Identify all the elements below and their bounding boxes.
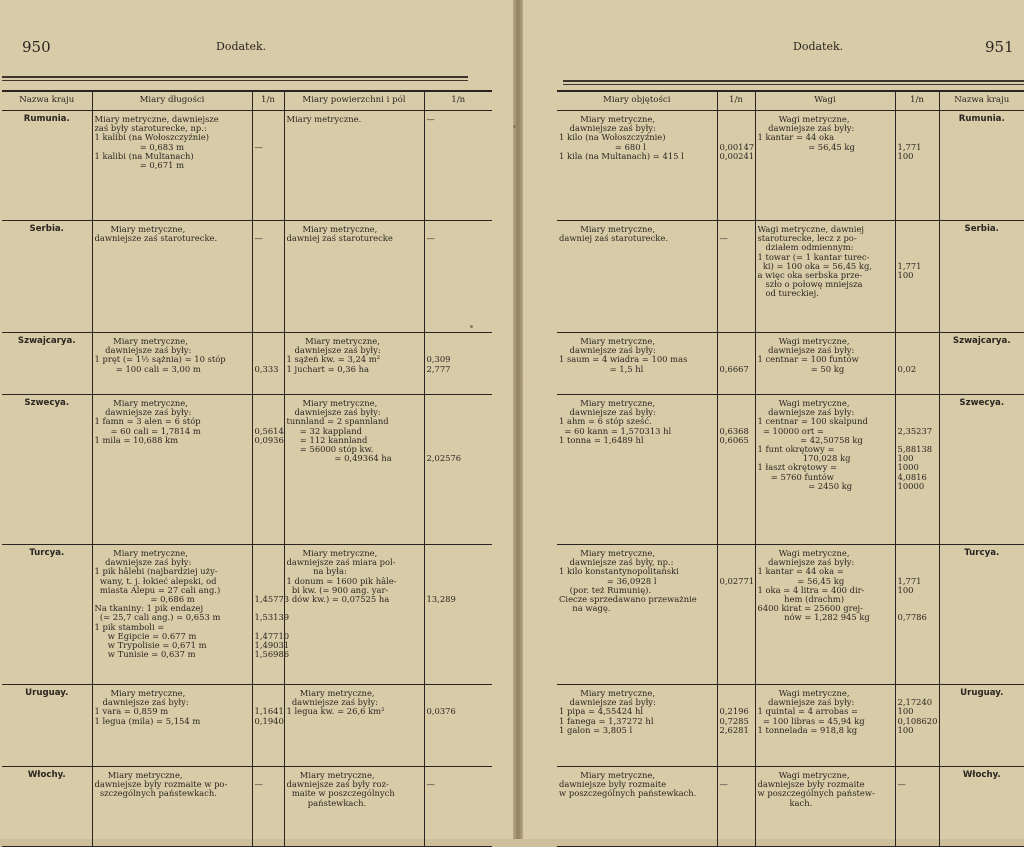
country-name: Serbia. [939,221,1024,333]
weight-ratio: 1,771 100 [895,111,939,221]
weight-ratio: 1,771 100 0,7786 [895,545,939,685]
length-measure: Miary metryczne, dawniejsze zaś były: 1 pik hâlebi (najbardziej uży- wany, t. j. łokieć alepski, od miasta Alepu = 27 cali ang.) = 0,686 m Na tkaniny: 1 pik endazej (= 25,7 cali ang.) = 0,653 m 1 pik stamboli = w Egipcie = 0.677 m w Trypolisie = 0,671 m w Tunisie = 0,637 m [92,545,252,685]
weight-ratio: — [895,767,939,847]
length-ratio: — [252,767,284,847]
country-name: Turcya. [939,545,1024,685]
weight-measure: Wagi metryczne, dawniejsze zaś były: 1 centnar = 100 skalpund = 10000 ort = = 42,50758 kg 1 funt okrętowy = 170,028 kg 1 łaszt okrętowy = = 5760 funtów = 2450 kg [755,395,895,545]
country-name: Włochy. [2,767,92,847]
volume-measure: Miary metryczne, dawniejsze zaś były: 1 saum = 4 wiadra = 100 mas = 1,5 hl [557,333,717,395]
table-row [2,685,492,767]
volume-ratio: 0,00147 0,00241 [717,111,755,221]
table-row [2,767,492,847]
header-area: Miary powierzchni i pól [284,91,424,111]
length-ratio: 1,1641 0,1940 [252,685,284,767]
volume-measure: Miary metryczne, dawniejsze zaś były: 1 ahm = 6 stóp sześć. = 60 kann = 1,570313 hl 1 tonna = 1,6489 hl [557,395,717,545]
left-page-number: 950 [22,38,51,56]
length-measure: Miary metryczne, dawniejsze zaś staroturecke. [92,221,252,333]
country-name: Szwecya. [2,395,92,545]
volume-ratio: 0,2196 0,7285 2,6281 [717,685,755,767]
area-ratio: — [424,111,492,221]
table-row [557,111,1024,221]
right-measures-table [557,90,1024,847]
country-name: Włochy. [939,767,1024,847]
area-measure: Miary metryczne, dawniejsze zaś były: 1 sążeń kw. = 3,24 m² 1 juchart = 0,36 ha [284,333,424,395]
volume-measure: Miary metryczne, dawniejsze zaś były: 1 kilo (na Wołoszczyźnie) = 680 l 1 kila (na Multanach) = 415 l [557,111,717,221]
table-row [2,395,492,545]
area-measure: Miary metryczne, dawniejsze zaś miara pol- na była: 1 donum = 1600 pik hâle- bi kw. (= 900 ang. yar- dów kw.) = 0,07525 ha [284,545,424,685]
weight-ratio: 1,771 100 [895,221,939,333]
length-ratio: 1,45773 1,53139 1,47710 1,49031 1,56986 [252,545,284,685]
header-volume-n: 1/n [717,91,755,111]
weight-measure: Wagi metryczne, dawniejsze zaś były: 1 kantar = 44 oka = = 56,45 kg 1 oka = 4 litra = 400 dir- hem (drachm) 6400 kirat = 25600 grej- nów = 1,282 945 kg [755,545,895,685]
country-name: Szwecya. [939,395,1024,545]
volume-ratio: 0,6368 0,6065 [717,395,755,545]
page-speck [470,325,473,328]
length-measure: Miary metryczne, dawniejsze zaś były: 1 famn = 3 alen = 6 stóp = 60 cali = 1,7814 m 1 mila = 10,688 km [92,395,252,545]
header-country-right: Nazwa kraju [939,91,1024,111]
left-table-header-row [2,91,492,111]
area-measure: Miary metryczne, dawniej zaś staroturecke [284,221,424,333]
page-speck-right [513,125,516,128]
country-name: Serbia. [2,221,92,333]
volume-measure: Miary metryczne, dawniejsze zaś były, np.: 1 kilo konstantynopolitański = 36,0928 l (por. też Rumunię). Ciecze sprzedawano przeważnie na wagę. [557,545,717,685]
header-weight: Wagi [755,91,895,111]
weight-ratio: 2,17240 100 0,108620 100 [895,685,939,767]
volume-measure: Miary metryczne, dawniejsze zaś były: 1 pipa = 4,55424 hl 1 fanega = 1,37272 hl 1 galon = 3,805 l [557,685,717,767]
volume-ratio: 0,6667 [717,333,755,395]
length-ratio: 0,5614 0,0936 [252,395,284,545]
length-measure: Miary metryczne, dawniejsze zaś były staroturecke, np.: 1 kalibi (na Wołoszczyźnie) = 0,683 m 1 kalibi (na Multanach) = 0,671 m [92,111,252,221]
header-length: Miary długości [92,91,252,111]
length-measure: Miary metryczne, dawniejsze były rozmaite w po- szczególnych państewkach. [92,767,252,847]
weight-ratio: 0,02 [895,333,939,395]
table-row [557,545,1024,685]
left-page [0,0,513,839]
area-ratio: 2,02576 [424,395,492,545]
country-name: Rumunia. [2,111,92,221]
table-row [2,545,492,685]
volume-ratio: — [717,767,755,847]
right-table-header-row [557,91,1024,111]
table-row [557,221,1024,333]
weight-measure: Wagi metryczne, dawniejsze zaś były: 1 kantar = 44 oka = 56,45 kg [755,111,895,221]
weight-measure: Wagi metryczne, dawniej staroturecke, lecz z po- działem odmiennym: 1 towar (= 1 kantar turec- ki) = 100 oka = 56,45 kg, a więc oka serbska prze- szło o połowę mniejsza od tureckiej. [755,221,895,333]
volume-measure: Miary metryczne, dawniejsze były rozmaite w poszczególnych państewkach. [557,767,717,847]
table-row [2,111,492,221]
area-ratio: 0,0376 [424,685,492,767]
length-measure: Miary metryczne, dawniejsze zaś były: 1 vara = 0,859 m 1 legua (mila) = 5,154 m [92,685,252,767]
table-row [557,395,1024,545]
country-name: Szwajcarya. [2,333,92,395]
table-row [2,221,492,333]
area-ratio: 0,309 2,777 [424,333,492,395]
country-name: Turcya. [2,545,92,685]
length-measure: Miary metryczne, dawniejsze zaś były: 1 pręt (= 1½ sążnia) = 10 stóp = 100 cali = 3,00 m [92,333,252,395]
country-name: Uruguay. [2,685,92,767]
header-length-n: 1/n [252,91,284,111]
area-ratio: — [424,221,492,333]
left-top-rule [2,76,468,78]
header-country: Nazwa kraju [2,91,92,111]
country-name: Rumunia. [939,111,1024,221]
right-page-number: 951 [985,38,1014,56]
header-volume: Miary objętości [557,91,717,111]
right-top-rule-thin [563,84,1024,85]
area-ratio: — [424,767,492,847]
volume-ratio: 0,02771 [717,545,755,685]
left-measures-table [2,90,492,847]
area-measure: Miary metryczne, dawniejsze zaś były: tunnland = 2 spannland = 32 kappland = 112 kannland = 56000 stóp kw. = 0,49364 ha [284,395,424,545]
volume-measure: Miary metryczne, dawniej zaś staroturecke. [557,221,717,333]
left-top-rule-thin [2,80,468,81]
table-row [557,333,1024,395]
area-measure: Miary metryczne, dawniejsze zaś były roz- maite w poszczególnych państewkach. [284,767,424,847]
table-row [2,333,492,395]
length-ratio: 0,333 [252,333,284,395]
table-row [557,767,1024,847]
area-ratio: 13,289 [424,545,492,685]
weight-measure: Wagi metryczne, dawniejsze były rozmaite w poszczególnych państew- kach. [755,767,895,847]
weight-measure: Wagi metryczne, dawniejsze zaś były: 1 centnar = 100 funtów = 50 kg [755,333,895,395]
country-name: Szwajcarya. [939,333,1024,395]
weight-ratio: 2,35237 5,88138 100 1000 4,0816 10000 [895,395,939,545]
volume-ratio: — [717,221,755,333]
length-ratio: — [252,111,284,221]
header-area-n: 1/n [424,91,492,111]
weight-measure: Wagi metryczne, dawniejsze zaś były: 1 quintal = 4 arrobas = = 100 libras = 45,94 kg 1 tonnelada = 918,8 kg [755,685,895,767]
table-row [557,685,1024,767]
header-weight-n: 1/n [895,91,939,111]
right-running-head: Dodatek. [793,40,844,53]
left-running-head: Dodatek. [216,40,267,53]
country-name: Uruguay. [939,685,1024,767]
length-ratio: — [252,221,284,333]
right-top-rule [563,80,1024,82]
area-measure: Miary metryczne. [284,111,424,221]
right-page [523,0,1024,839]
area-measure: Miary metryczne, dawniejsze zaś były: 1 legua kw. = 26,6 km² [284,685,424,767]
